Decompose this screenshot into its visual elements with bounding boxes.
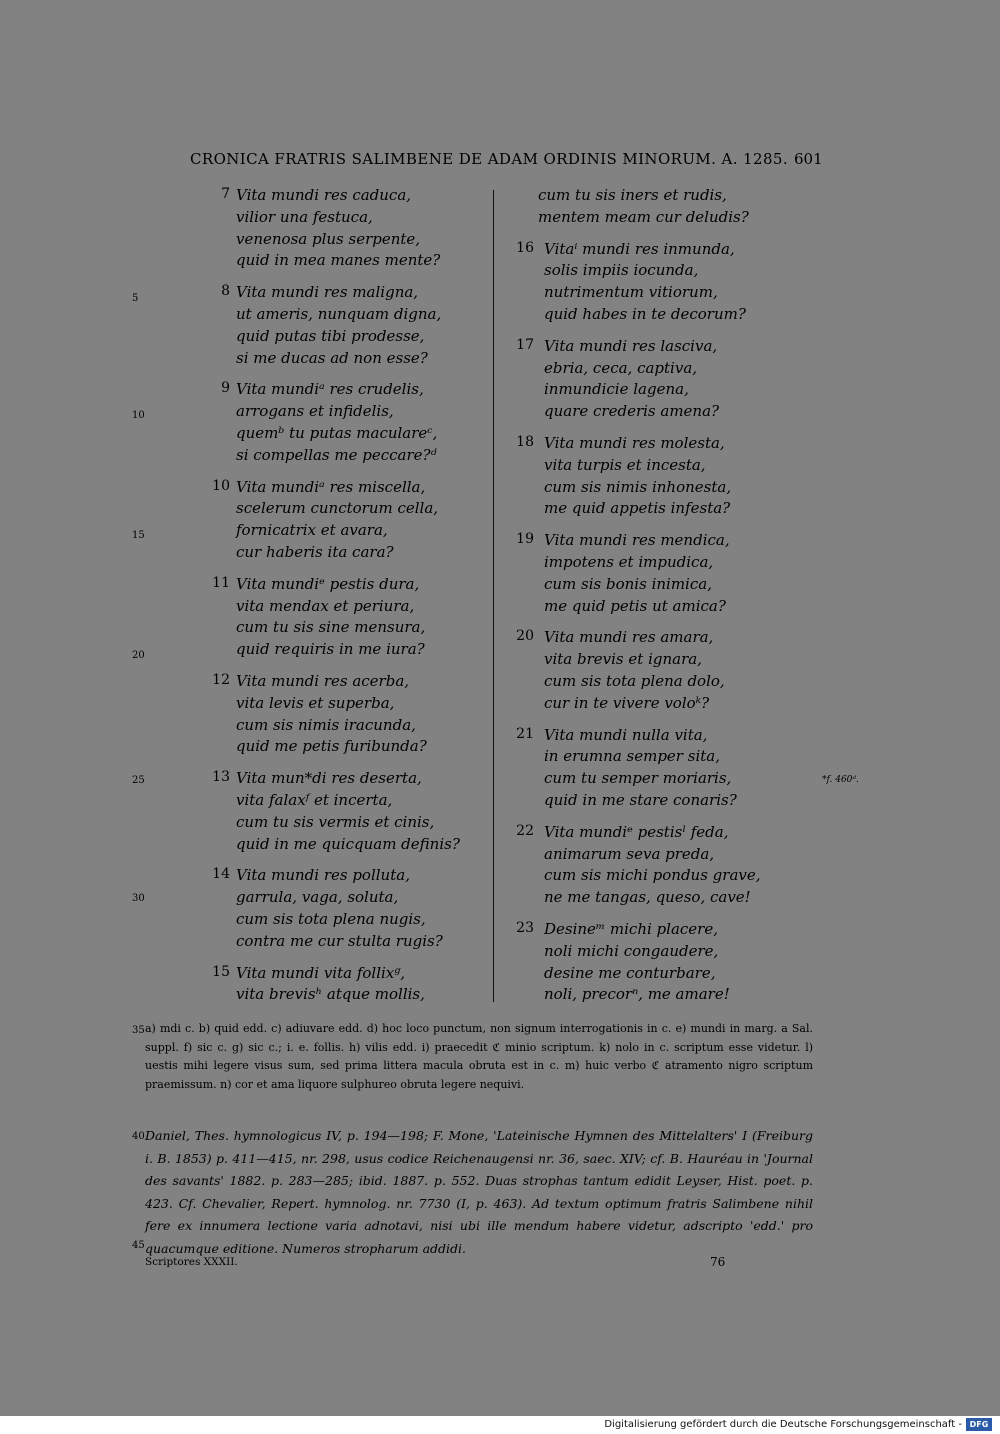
verse-line: Vita mun*di res deserta, [236, 769, 422, 788]
stanza-lines [236, 379, 470, 466]
line-number: 40 [132, 1131, 145, 1142]
stanza-number: 14 [212, 866, 230, 883]
stanza-number: 8 [221, 283, 230, 300]
verse-line: vita turpis et incesta, [544, 455, 706, 474]
verse-line: Vita mundiᵉ pestisˡ feda, [544, 822, 729, 841]
verse-line: Vita mundi res molesta, [544, 433, 725, 452]
stanza-number: 12 [212, 671, 230, 688]
verse-line: vita brevisʰ atque mollis, [236, 985, 425, 1004]
stanza [200, 963, 470, 1007]
stanza-number: 10 [212, 477, 230, 494]
right-column [508, 185, 778, 1016]
verse-line: Vita mundiᵉ pestis dura, [236, 574, 420, 593]
verse-line: cur in te vivere voloᵏ? [544, 693, 710, 712]
stanza-number: 15 [212, 963, 230, 980]
stanza-number: 22 [516, 822, 534, 839]
verse-line: cum tu sis vermis et cinis, [236, 812, 435, 831]
stanza-lines [236, 185, 470, 272]
continuation-lines [538, 185, 778, 229]
verse-line: cum sis bonis inimica, [544, 574, 712, 593]
verse-line: cur haberis ita cara? [236, 542, 394, 561]
verse-line: cum sis tota plena nugis, [236, 909, 426, 928]
line-number: 5 [132, 293, 139, 304]
stanza [508, 919, 778, 1006]
stanza [508, 239, 778, 326]
stanza [200, 477, 470, 564]
verse-line: inmundicie lagena, [544, 380, 689, 399]
stanza [508, 627, 778, 714]
left-column [200, 185, 470, 1016]
stanza-number: 23 [516, 919, 534, 936]
stanza [508, 530, 778, 617]
stanza-lines [236, 865, 470, 952]
verse-line: cum sis michi pondus grave, [544, 866, 761, 885]
verse-line: cum sis nimis iracunda, [236, 715, 416, 734]
funding-credit: Digitalisierung gefördert durch die Deutsche Forschungsgemeinschaft - [604, 1419, 962, 1430]
stanza-number: 17 [516, 336, 534, 353]
verse-line: venenosa plus serpente, [236, 229, 421, 248]
verse-line: quare crederis amena? [544, 402, 720, 421]
stanza [200, 865, 470, 952]
stanza-lines [236, 963, 470, 1007]
stanza-lines [236, 671, 470, 758]
stanza-lines [544, 919, 778, 1006]
verse-line: vilior una festuca, [236, 207, 373, 226]
stanza-lines [236, 282, 470, 369]
verse-line: cum tu sis iners et rudis, [538, 186, 727, 204]
verse-line: impotens et impudica, [544, 552, 714, 571]
verse-line: Vita mundi res caduca, [236, 186, 412, 204]
stanza-number: 9 [221, 380, 230, 397]
verse-line: si me ducas ad non esse? [236, 348, 428, 367]
stanza-lines [544, 239, 778, 326]
verse-line: solis impiis iocunda, [544, 261, 699, 280]
verse-line: garrula, vaga, soluta, [236, 888, 399, 907]
verse-line: noli michi congaudere, [544, 941, 719, 960]
verse-line: si compellas me peccare?ᵈ [236, 445, 437, 464]
stanza-lines [236, 574, 470, 661]
verse-line: desine me conturbare, [544, 963, 716, 982]
verse-line: vita levis et superba, [236, 693, 395, 712]
stanza-number: 21 [516, 725, 534, 742]
stanza-lines [236, 477, 470, 564]
verse-line: in erumna semper sita, [544, 747, 720, 766]
stanza-lines [544, 725, 778, 812]
verse-line: Vita mundiᵃ res crudelis, [236, 380, 424, 399]
stanza [200, 185, 470, 272]
stanza [508, 433, 778, 520]
verse-line: mentem meam cur deludis? [538, 207, 749, 226]
verse-line: nutrimentum vitiorum, [544, 283, 718, 302]
editorial-commentary: Daniel, Thes. hymnologicus IV, p. 194—198; F. Mone, 'Lateinische Hymnen des Mittelalters' I (Freiburg i. B. 1853) p. 411—415, nr. 298, usus codice Reichenaugensi nr. 36, saec. XIV; cf. B. Hauréau in 'Journal des savants' 1882. p. 283—285; ibid. 1887. p. 552. Duas strophas tantum edidit Leyser, Hist. poet. p. 423. Cf. Chevalier, Repert. hymnolog. nr. 7730 (I, p. 463). Ad textum optimum fratris Salimbene nihil fere ex innumera lectione varia adnotavi, nisi ubi ille mendum habere videtur, adscripto 'edd.' pro quacumque editione. Numeros stropharum addidi. [145, 1128, 813, 1256]
stanza-number: 18 [516, 433, 534, 450]
verse-line: quid me petis furibunda? [236, 737, 427, 756]
verse-line: Vita mundi res acerba, [236, 671, 410, 690]
verse-line: ebria, ceca, captiva, [544, 358, 698, 377]
stanza-lines [544, 530, 778, 617]
page-number: 601 [794, 150, 823, 168]
verse-line: ut ameris, nunquam digna, [236, 304, 442, 323]
verse-line: Vita mundi res polluta, [236, 866, 410, 885]
verse-line: Desineᵐ michi placere, [544, 919, 718, 938]
verse-line: Vita mundi res maligna, [236, 283, 419, 302]
stanza-number: 13 [212, 769, 230, 786]
stanza-number: 20 [516, 628, 534, 645]
verse-line: contra me cur stulta rugis? [236, 931, 443, 950]
stanza-number: 11 [212, 574, 230, 591]
verse-line: fornicatrix et avara, [236, 521, 388, 540]
verse-line: Vita mundiᵃ res miscella, [236, 477, 426, 496]
footnotes: a) mdi c. b) quid edd. c) adiuvare edd. d) hoc loco punctum, non signum interrogationis in c. e) mundi in marg. a Sal. suppl. f) sic c. g) sic c.; i. e. follis. h) vilis edd. i) praecedit ℭ minio scriptum. k) nolo in c. scriptum esse videtur. l) uestis mihi legere visus sum, sed prima littera macula obruta est in c. m) huic verbo ℭ atramento nigro scriptum praemissum. n) cor et ama liquore sulphureo obruta legere nequivi. [145, 1022, 813, 1091]
verse-line: vita brevis et ignara, [544, 650, 702, 669]
line-number: 15 [132, 530, 145, 541]
verse-line: Vita mundi res amara, [544, 628, 714, 647]
stanza-lines [544, 433, 778, 520]
stanza [200, 379, 470, 466]
verse-line: quid in mea manes mente? [236, 251, 441, 270]
verse-line: quid habes in te decorum? [544, 304, 746, 323]
verse-line: Vita mundi res mendica, [544, 531, 730, 550]
stanza [508, 336, 778, 423]
verse-line: quemᵇ tu putas maculareᶜ, [236, 423, 438, 442]
column-divider [493, 190, 494, 1002]
verse-line: cum tu semper moriaris, [544, 769, 732, 788]
verse-line: Vitaⁱ mundi res inmunda, [544, 239, 735, 258]
stanza [508, 822, 778, 909]
stanza-number: 19 [516, 531, 534, 548]
stanza-lines [236, 768, 470, 855]
verse-line: vita falaxᶠ et incerta, [236, 790, 393, 809]
stanza-lines [544, 822, 778, 909]
line-number: 20 [132, 650, 145, 661]
stanza [200, 768, 470, 855]
verse-line: quid requiris in me iura? [236, 640, 425, 659]
line-number: 25 [132, 775, 145, 786]
verse-line: Vita mundi nulla vita, [544, 725, 708, 744]
stanza [200, 574, 470, 661]
verse-line: cum tu sis sine mensura, [236, 618, 426, 637]
verse-line: vita mendax et periura, [236, 596, 415, 615]
verse-line: cum sis nimis inhonesta, [544, 477, 732, 496]
line-number: 10 [132, 410, 145, 421]
signature-mark: Scriptores XXXII. [145, 1256, 238, 1268]
running-header: CRONICA FRATRIS SALIMBENE DE ADAM ORDINIS MINORUM. A. 1285. [190, 150, 788, 168]
line-number: 45 [132, 1240, 145, 1251]
dfg-logo: DFG [966, 1418, 992, 1431]
verse-line: quid in me stare conaris? [544, 790, 737, 809]
stanza [200, 671, 470, 758]
stanza-lines [544, 336, 778, 423]
verse-line: cum sis tota plena dolo, [544, 671, 725, 690]
verse-line: quid in me quicquam definis? [236, 834, 460, 853]
stanza-number: 7 [221, 186, 230, 202]
verse-line: quid putas tibi prodesse, [236, 326, 425, 345]
stanza [508, 725, 778, 812]
verse-line: Vita mundi res lasciva, [544, 336, 718, 355]
verse-line: arrogans et infidelis, [236, 402, 394, 421]
signature-number: 76 [710, 1255, 726, 1269]
margin-folio-note: *f. 460ᵈ. [822, 775, 859, 785]
verse-line: scelerum cunctorum cella, [236, 499, 439, 518]
stanza-number: 16 [516, 239, 534, 256]
verse-line: animarum seva preda, [544, 844, 715, 863]
line-number: 30 [132, 893, 145, 904]
stanza-lines [544, 627, 778, 714]
verse-line: ne me tangas, queso, cave! [544, 888, 751, 907]
verse-line: me quid petis ut amica? [544, 596, 726, 615]
verse-line: Vita mundi vita follixᵍ, [236, 963, 406, 982]
verse-line: me quid appetis infesta? [544, 499, 731, 518]
line-number: 35 [132, 1025, 145, 1036]
verse-line: noli, precorⁿ, me amare! [544, 985, 730, 1004]
stanza [200, 282, 470, 369]
